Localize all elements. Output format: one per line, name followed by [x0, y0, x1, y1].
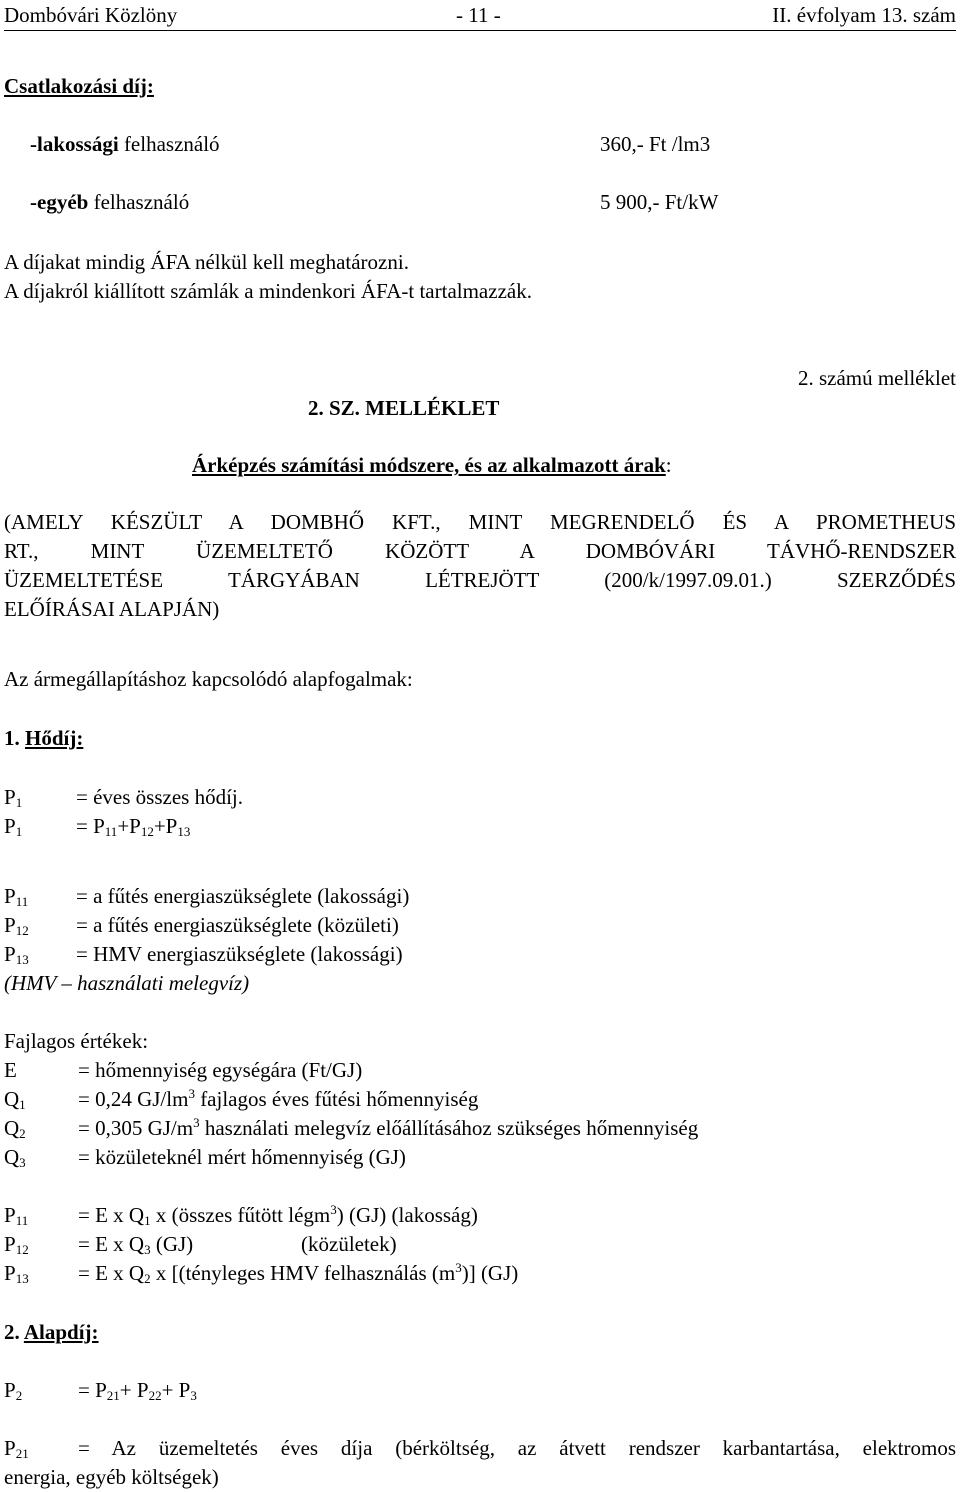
p11-formula: = E x $Q_1$ x (összes fűtött légm$^3$) (GJ) (lakosság)	[78, 1202, 478, 1228]
e-label: E	[4, 1058, 17, 1082]
preamble-line-1: (AMELY KÉSZÜLT A DOMBHŐ KFT., MINT MEGRENDELŐ ÉS A PROMETHEUS	[4, 510, 956, 534]
q2-label: $Q_2$	[4, 1116, 26, 1141]
preamble-line-4: ELŐÍRÁSAI ALAPJÁN)	[4, 597, 220, 621]
q1-definition: = 0,24 $GJ/lm^3$ fajlagos éves fűtési hőmennyiség	[78, 1086, 479, 1111]
p2-formula: = $P_{21}+ P_{22}+ P_3$	[78, 1378, 197, 1403]
p12-label: $P_{12}$	[4, 913, 29, 938]
p12-definition: = a fűtés energiaszükséglete (közületi)	[76, 913, 399, 937]
preamble-line-2: RT., MINT ÜZEMELTETŐ KÖZÖTT A DOMBÓVÁRI TÁVHŐ-RENDSZER	[4, 539, 956, 563]
p21-definition-line-2: energia, egyéb költségek)	[4, 1465, 219, 1489]
p13-formula-label: $P_{13}$	[4, 1261, 29, 1286]
q1-label: $Q_1$	[4, 1087, 26, 1112]
annex-subtitle: Árképzés számítási módszere, és az alkalmazott árak:	[192, 453, 672, 477]
p12-formula-label: $P_{12}$	[4, 1232, 29, 1257]
p1-label: $P_1$	[4, 785, 23, 810]
specific-values-heading: Fajlagos értékek:	[4, 1029, 149, 1053]
q3-definition: = közületeknél mért hőmennyiség (GJ)	[78, 1145, 406, 1169]
section-2-heading: 2. Alapdíj:	[4, 1320, 99, 1344]
page-header	[4, 3, 956, 31]
fee-row-residential-price: 360,- Ft /lm3	[600, 132, 711, 156]
page-number: - 11 -	[456, 3, 501, 27]
hmv-note: (HMV – használati melegvíz)	[4, 971, 250, 995]
section-1-heading: 1. Hődíj:	[4, 726, 84, 750]
p13-label: $P_{13}$	[4, 942, 29, 967]
p21-definition-line-1: = Az üzemeltetés éves díja (bérköltség, az átvett rendszer karbantartása, elektromos	[78, 1436, 956, 1460]
p12-formula: = E x $Q_3$ (GJ)	[78, 1232, 194, 1257]
annex-label-right: 2. számú melléklet	[797, 366, 956, 390]
p13-definition: = HMV energiaszükséglete (lakossági)	[76, 942, 403, 966]
q2-definition: = 0,305 $GJ/m^3$ használati melegvíz előállításához szükséges hőmennyiség	[78, 1115, 699, 1140]
connection-fee-title: Csatlakozási díj:	[4, 74, 154, 98]
basic-concepts-heading: Az ármegállapításhoz kapcsolódó alapfogalmak:	[4, 667, 413, 691]
vat-note-2: A díjakról kiállított számlák a mindenkori ÁFA-t tartalmazzák.	[4, 279, 532, 303]
fee-row-other-price: 5 900,- Ft/kW	[600, 190, 719, 214]
p11-definition: = a fűtés energiaszükséglete (lakossági)	[76, 884, 410, 908]
p12-formula-note: (közületek)	[301, 1232, 397, 1256]
p11-label: $P_{11}$	[4, 884, 29, 909]
publication-name: Dombóvári Közlöny	[4, 3, 178, 27]
annex-title: 2. SZ. MELLÉKLET	[308, 396, 500, 420]
p2-label: $P_2$	[4, 1378, 23, 1403]
p1-formula: = $P_{11}+P_{12}+P_{13}$	[76, 814, 191, 839]
preamble-line-3: ÜZEMELTETÉSE TÁRGYÁBAN LÉTREJÖTT (200/k/1997.09.01.) SZERZŐDÉS	[4, 568, 956, 592]
issue-number: II. évfolyam 13. szám	[772, 3, 956, 27]
q3-label: $Q_3$	[4, 1145, 26, 1170]
vat-note-1: A díjakat mindig ÁFA nélkül kell meghatározni.	[4, 250, 409, 274]
p21-label: $P_{21}$	[4, 1436, 29, 1461]
p13-formula: = E x $Q_2$ x [(tényleges HMV felhasználás $(m^3)$] (GJ)	[78, 1260, 519, 1286]
fee-row-other-label: -egyéb felhasználó	[30, 190, 190, 214]
e-definition: = hőmennyiség egységára (Ft/GJ)	[78, 1058, 363, 1082]
p1-definition: = éves összes hődíj.	[76, 785, 243, 809]
fee-row-residential-label: -lakossági felhasználó	[30, 132, 220, 156]
p1-label-2: $P_1$	[4, 814, 23, 839]
p11-formula-label: $P_{11}$	[4, 1203, 29, 1228]
